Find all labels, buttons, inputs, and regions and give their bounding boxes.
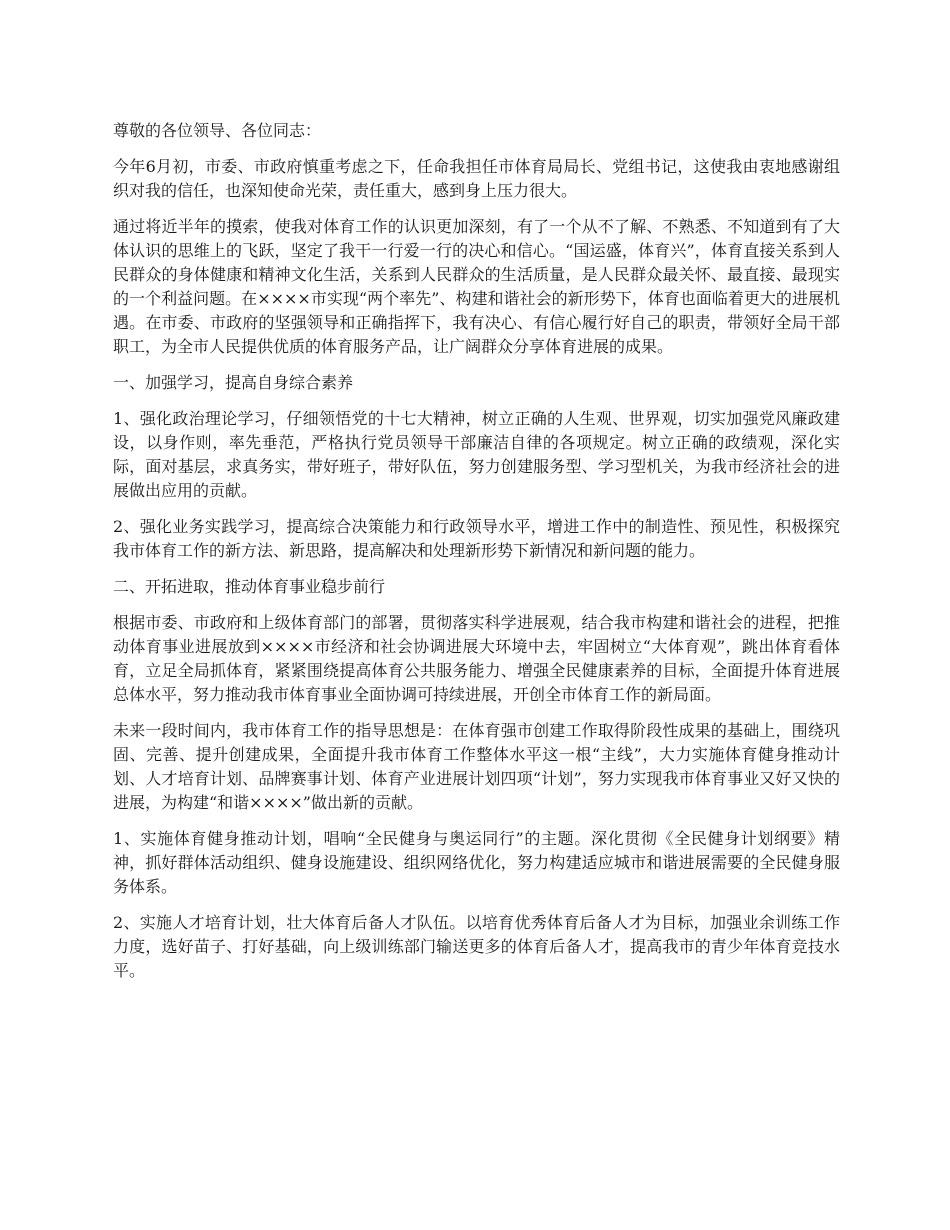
section-1-item-2: 2、强化业务实践学习，提高综合决策能力和行政领导水平，增进工作中的制造性、预见性，积极探究我市体育工作的新方法、新思路，提高解决和处理新形势下新情况和新问题的能力。 (113, 517, 840, 560)
section-2-paragraph-2: 未来一段时间内，我市体育工作的指导思想是：在体育强市创建工作取得阶段性成果的基础上，围绕巩固、完善、提升创建成果，全面提升我市体育工作整体水平这一根“主线”，大力实施体育健身推动计划、人才培育计划、品牌赛事计划、体育产业进展计划四项“计划”，努力实现我市体育事业又好又快的进展，为构建“和谐××××”做出新的贡献。 (113, 721, 840, 812)
section-2-item-1: 1、实施体育健身推动计划，唱响“全民健身与奥运同行”的主题。深化贯彻《全民健身计划纲要》精神，抓好群体活动组织、健身设施建设、组织网络优化，努力构建适应城市和谐进展需要的全民健身服务体系。 (113, 829, 840, 896)
salutation: 尊敬的各位领导、各位同志： (113, 121, 322, 140)
section-2-paragraph-1: 根据市委、市政府和上级体育部门的部署，贯彻落实科学进展观，结合我市构建和谐社会的进程，把推动体育事业进展放到××××市经济和社会协调进展大环境中去，牢固树立“大体育观”，跳出体育看体育，立足全局抓体育，紧紧围绕提高体育公共服务能力、增强全民健康素养的目标，全面提升体育进展总体水平，努力推动我市体育事业全面协调可持续进展，开创全市体育工作的新局面。 (113, 613, 840, 704)
intro-paragraph-2: 通过将近半年的摸索，使我对体育工作的认识更加深刻，有了一个从不了解、不熟悉、不知道到有了大体认识的思维上的飞跃，坚定了我干一行爱一行的决心和信心。“国运盛，体育兴”，体育直接关系到人民群众的身体健康和精神文化生活，关系到人民群众的生活质量，是人民群众最关怀、最直接、最现实的一个利益问题。在××××市实现“两个率先”、构建和谐社会的新形势下，体育也面临着更大的进展机遇。在市委、市政府的坚强领导和正确指挥下，我有决心、有信心履行好自己的职责，带领好全局干部职工，为全市人民提供优质的体育服务产品，让广阔群众分享体育进展的成果。 (113, 217, 840, 356)
section-2-item-2: 2、实施人才培育计划，壮大体育后备人才队伍。以培育优秀体育后备人才为目标，加强业余训练工作力度，选好苗子、打好基础，向上级训练部门输送更多的体育后备人才，提高我市的青少年体育竞技水平。 (113, 913, 840, 980)
section-2-heading: 二、开拓进取，推动体育事业稳步前行 (113, 577, 386, 596)
intro-paragraph-1: 今年6月初，市委、市政府慎重考虑之下，任命我担任市体育局局长、党组书记，这使我由衷地感谢组织对我的信任，也深知使命光荣，责任重大，感到身上压力很大。 (113, 157, 840, 200)
section-1-item-1: 1、强化政治理论学习，仔细领悟党的十七大精神，树立正确的人生观、世界观，切实加强党风廉政建设，以身作则，率先垂范，严格执行党员领导干部廉洁自律的各项规定。树立正确的政绩观，深化实际，面对基层，求真务实，带好班子，带好队伍，努力创建服务型、学习型机关，为我市经济社会的进展做出应用的贡献。 (113, 409, 840, 500)
document-page (113, 119, 840, 995)
section-1-heading: 一、加强学习，提高自身综合素养 (113, 373, 354, 392)
